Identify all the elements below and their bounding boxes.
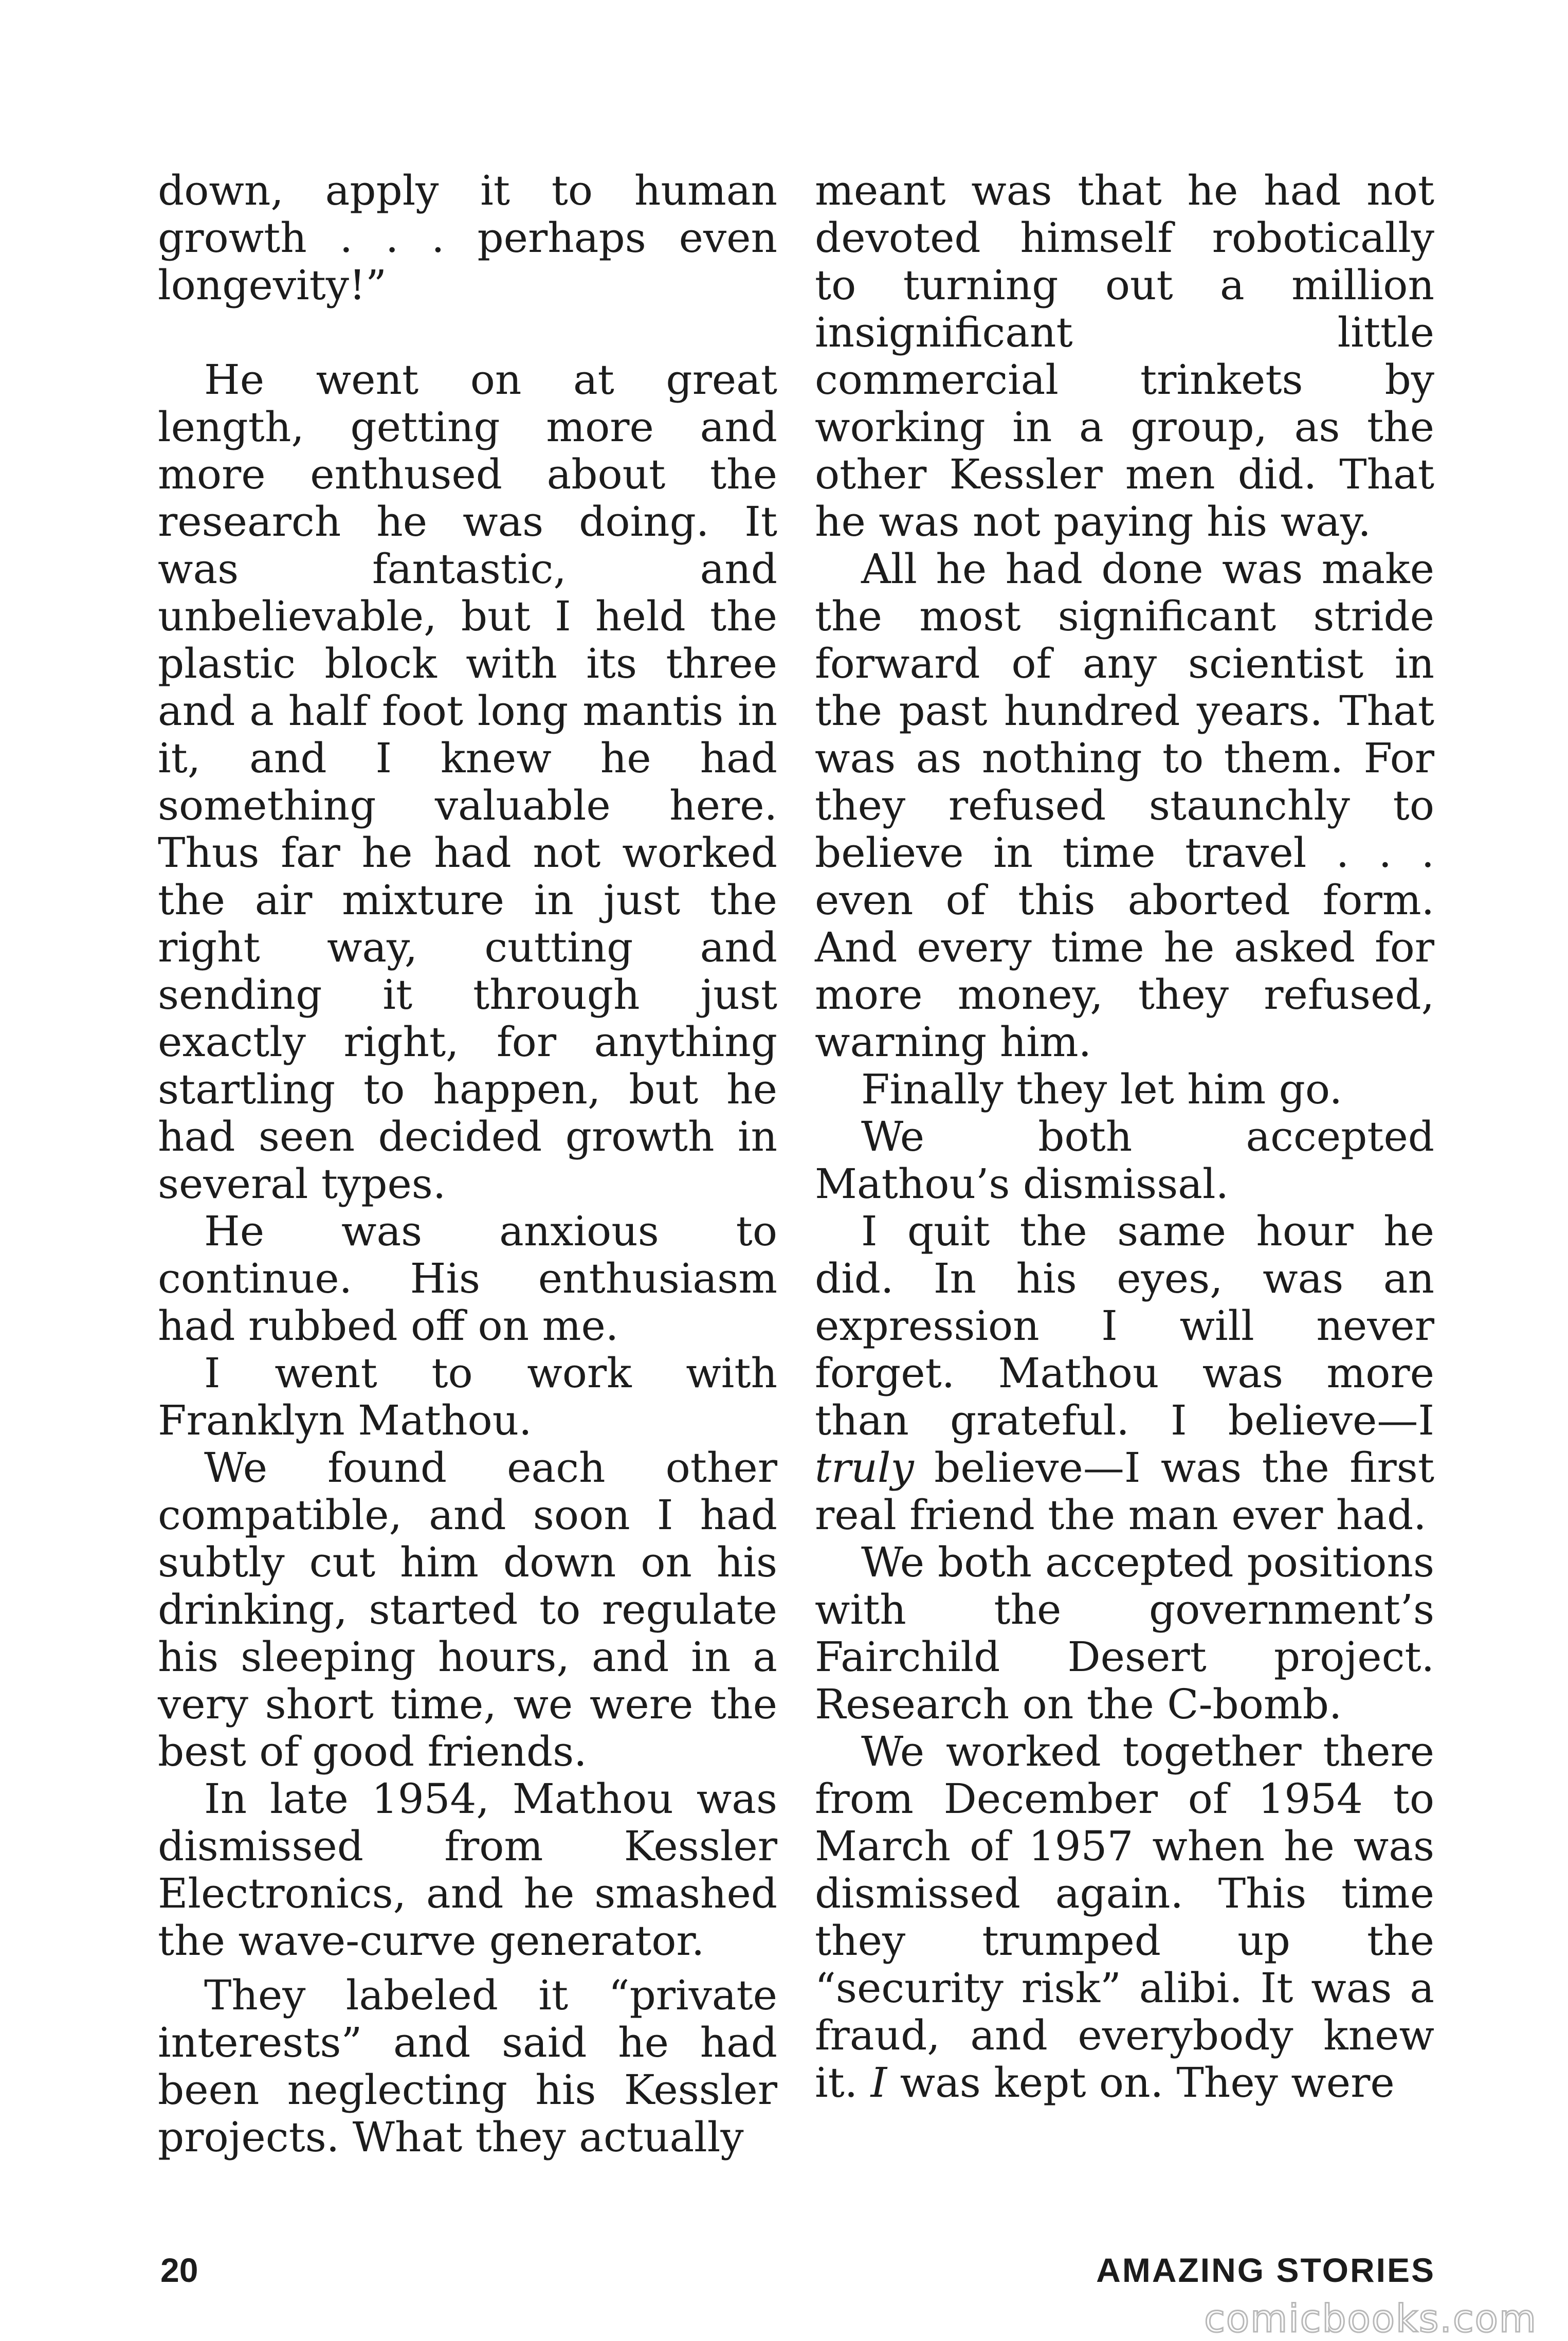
paragraph [815,1208,1434,1539]
paragraph: I went to work with Franklyn Mathou. [158,1349,777,1444]
emphasis: I [870,2059,887,2107]
paragraph: All he had done was make the most significant stride forward of any scientist in the past hundred years. That was as nothing to them. For they refused staunchly to believe in time travel . . . even of this aborted form. And every time he asked for more money, they refused, warning him. [815,545,1434,1066]
paragraph: We found each other compatible, and soon I had subtly cut him down on his drinking, started to regulate his sleeping hours, and in a very short time, we were the best of good friends. [158,1444,777,1775]
paragraph: We both accepted Mathou’s dismissal. [815,1113,1434,1208]
paragraph [815,1728,1434,2107]
text-run: I quit the same hour he did. In his eyes, was an expression I will never forget. Mathou was more than grateful. I believe—I [815,1207,1434,1444]
left-text-column [158,167,777,2161]
paragraph: He was anxious to continue. His enthusiasm had rubbed off on me. [158,1207,777,1350]
text-run: believe—I was the first real friend the man ever had. [815,1444,1434,1539]
paragraph: In late 1954, Mathou was dismissed from Kessler Electronics, and he smashed the wave-curve generator. [158,1775,777,1965]
watermark: comicbooks.com [1204,2297,1537,2341]
emphasis: truly [815,1444,914,1492]
paragraph: We both accepted positions with the government’s Fairchild Desert project. Research on the C-bomb. [815,1538,1434,1728]
paragraph: Finally they let him go. [861,1065,1343,1113]
right-text-column [815,167,1434,2107]
text-run: We worked together there from December of 1954 to March of 1957 when he was dismissed again. This time they trumped up the “security risk” alibi. It was a fraud, and everybody knew it. [815,1728,1434,2107]
paragraph: He went on at great length, getting more and more enthused about the research he was doing. It was fantastic, and unbelievable, but I held the plastic block with its three and a half foot long mantis in it, and I knew he had something valuable here. Thus far he had not worked the air mixture in just the right way, cutting and sending it through just exactly right, for anything startling to happen, but he had seen decided growth in several types. [158,356,777,1208]
paragraph: They labeled it “private interests” and said he had been neglecting his Kessler projects. What they actually [158,1971,777,2161]
page-number: 20 [160,2251,198,2289]
paragraph: meant was that he had not devoted himself robotically to turning out a million insignificant little commercial trinkets by working in a group, as the other Kessler men did. That he was not paying his way. [815,167,1434,546]
text-run: was kept on. They were [887,2059,1395,2107]
paragraph: down, apply it to human growth . . . perhaps even longevity!” [158,167,777,309]
running-title: AMAZING STORIES [1096,2251,1435,2289]
